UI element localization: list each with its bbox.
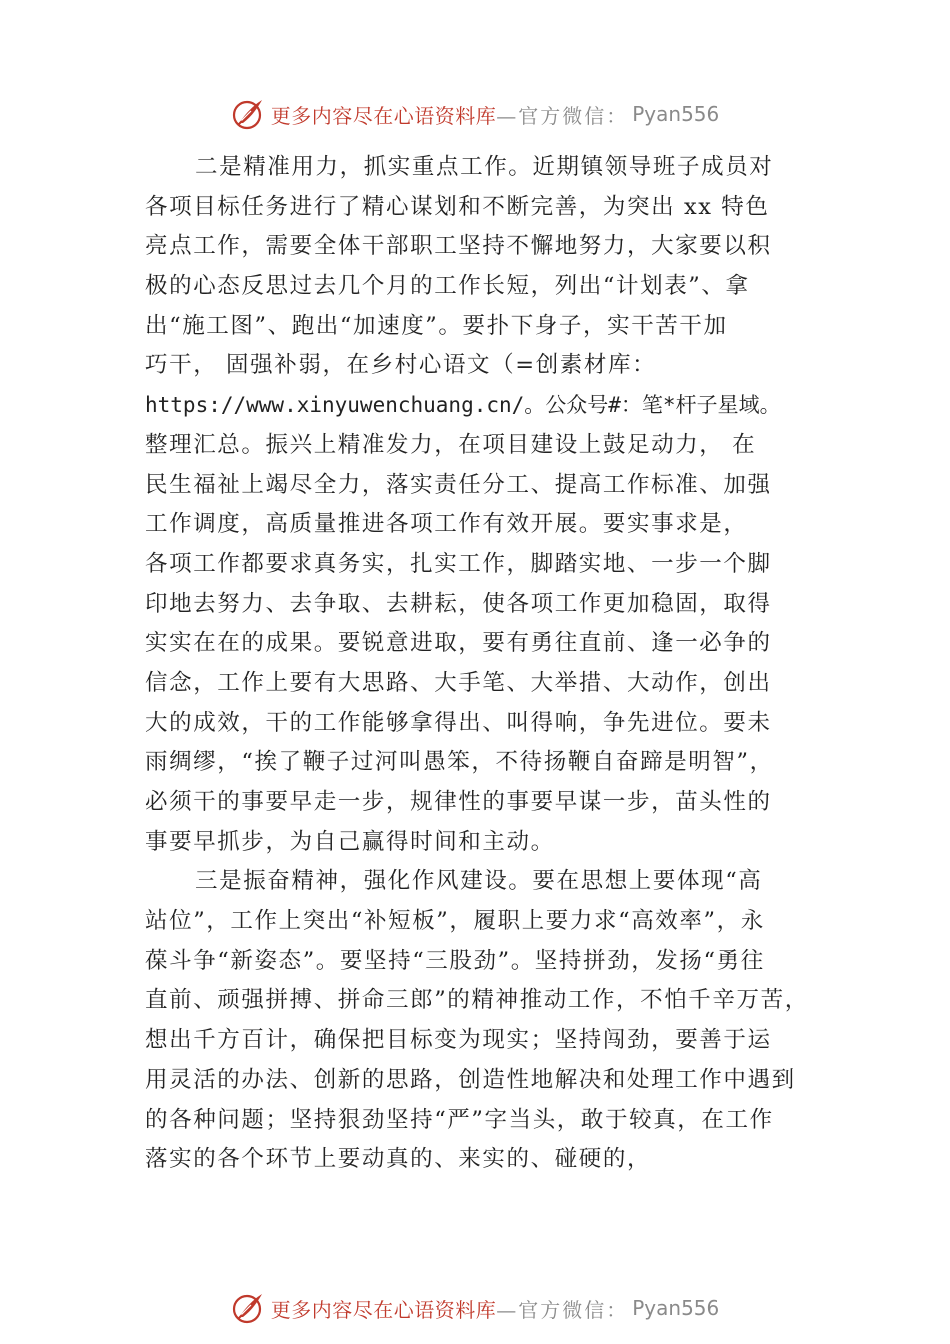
watermark-wechat-label: —官方微信：	[496, 1297, 629, 1322]
paragraph	[145, 148, 835, 862]
text-line: 极的心态反思过去几个月的工作长短，列出“计划表”、拿	[145, 273, 750, 300]
text-line: 信念，工作上要有大思路、大手笔、大举措、大动作，创出	[145, 669, 772, 696]
quill-pen-logo-icon	[231, 97, 265, 131]
text-line: 想出千方百计，确保把目标变为现实；坚持闯劲，要善于运	[145, 1027, 772, 1054]
watermark-footer	[0, 1288, 950, 1328]
watermark-brand-text: 更多内容尽在心语资料库	[270, 103, 497, 128]
text-line: 各项目标任务进行了精心谋划和不断完善，为突出 xx 特色	[145, 193, 770, 220]
text-line: 大的成效，干的工作能够拿得出、叫得响，争先进位。要未	[145, 709, 772, 736]
text-line: 站位”，工作上突出“补短板”，履职上要力求“高效率”，永	[145, 908, 765, 935]
watermark-brand-text: 更多内容尽在心语资料库	[270, 1297, 497, 1322]
text-line: 雨绸缪，“挨了鞭子过河叫愚笨，不待扬鞭自奋蹄是明智”，	[145, 749, 774, 776]
text-line: 工作调度，高质量推进各项工作有效开展。要实事求是，	[145, 511, 748, 538]
text-line: 各项工作都要求真务实，扎实工作，脚踏实地、一步一个脚	[145, 550, 772, 577]
document-body	[145, 148, 835, 1180]
watermark-wechat-label: —官方微信：	[496, 103, 629, 128]
text-line: 巧干， 固强补弱，在乡村心语文（=创素材库：	[145, 352, 657, 379]
text-line: 直前、顽强拼搏、拼命三郎”的精神推动工作，不怕千辛万苦，	[145, 987, 809, 1014]
watermark-header	[0, 94, 950, 134]
text-line: 必须干的事要早走一步，规律性的事要早谋一步，苗头性的	[145, 789, 772, 815]
text-line: 印地去努力、去争取、去耕耘，使各项工作更加稳固，取得	[145, 590, 772, 617]
quill-pen-logo-icon	[231, 1291, 265, 1325]
paragraph	[145, 862, 835, 1180]
text-line: 落实的各个环节上要动真的、来实的、碰硬的，	[145, 1146, 652, 1173]
text-line: 民生福祉上竭尽全力，落实责任分工、提高工作标准、加强	[145, 471, 772, 498]
watermark-wechat-id: Pyan556	[632, 102, 720, 126]
text-line: https://www.xinyuwenchuang.cn/。公众号#：笔*杆子星域。	[145, 393, 781, 418]
text-line: 三是振奋精神，强化作风建设。要在思想上要体现“高	[195, 868, 763, 895]
text-line: 整理汇总。振兴上精准发力，在项目建设上鼓足动力， 在	[145, 431, 757, 458]
text-line: 的各种问题；坚持狠劲坚持“严”字当头，敢于较真，在工作	[145, 1106, 774, 1133]
text-line: 亮点工作，需要全体干部职工坚持不懈地努力，大家要以积	[145, 233, 772, 260]
text-line: 实实在在的成果。要锐意进取，要有勇往直前、逢一必争的	[145, 630, 772, 657]
text-line: 二是精准用力，抓实重点工作。近期镇领导班子成员对	[195, 154, 774, 180]
text-line: 葆斗争“新姿态”。要坚持“三股劲”。坚持拼劲，发扬“勇往	[145, 947, 765, 974]
text-line: 用灵活的办法、创新的思路，创造性地解决和处理工作中遇到	[145, 1066, 796, 1093]
text-line: 出“施工图”、跑出“加速度”。要扑下身子，实干苦干加	[145, 312, 728, 339]
text-line: 事要早抓步，为自己赢得时间和主动。	[145, 828, 555, 855]
watermark-wechat-id: Pyan556	[632, 1296, 720, 1320]
